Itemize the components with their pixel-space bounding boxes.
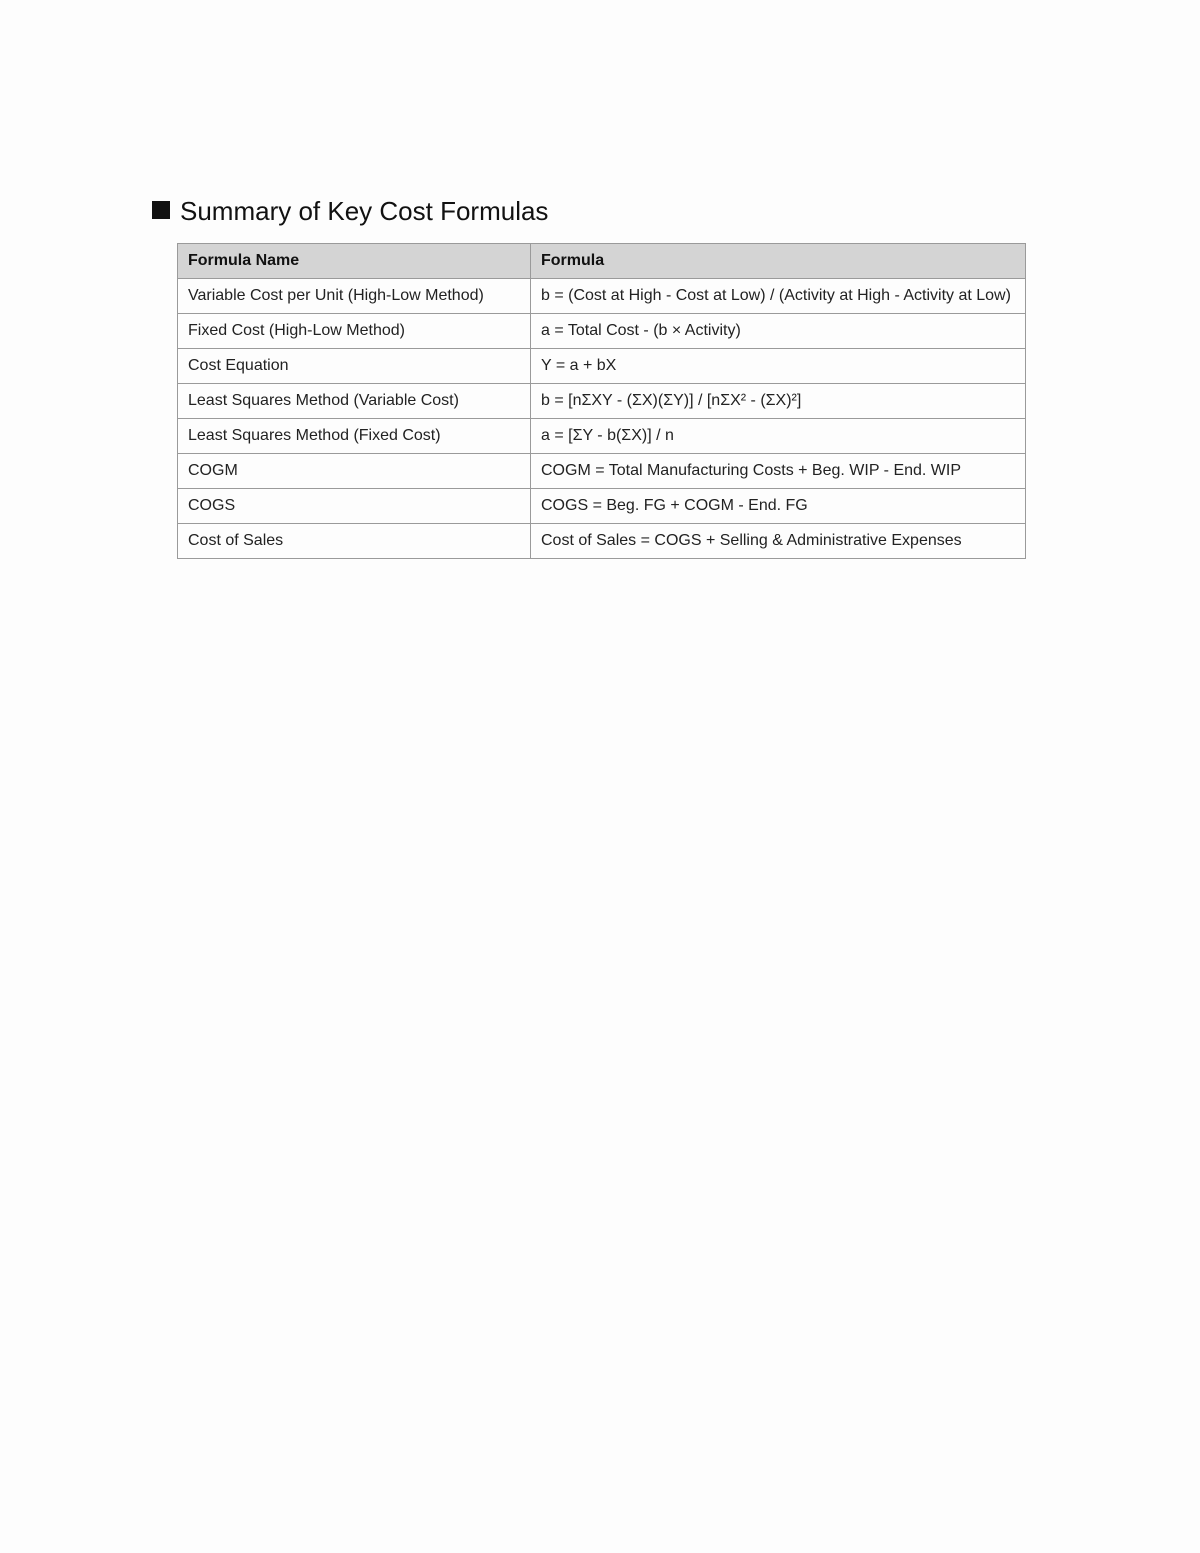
table-row [178,489,1026,524]
table-header-row [178,244,1026,279]
formula-name-cell: COGM [178,454,531,489]
table-row [178,454,1026,489]
table-row [178,384,1026,419]
formula-cell: a = Total Cost - (b × Activity) [531,314,1026,349]
table-row [178,349,1026,384]
column-header-formula: Formula [531,244,1026,279]
formula-name-cell: COGS [178,489,531,524]
page-title [152,194,548,228]
formula-cell: Cost of Sales = COGS + Selling & Administrative Expenses [531,524,1026,559]
table-row [178,279,1026,314]
table-row [178,419,1026,454]
column-header-formula-name: Formula Name [178,244,531,279]
table-row [178,524,1026,559]
page-title-text: Summary of Key Cost Formulas [180,196,549,226]
formula-cell: Y = a + bX [531,349,1026,384]
formula-table [177,243,1026,559]
formula-name-cell: Least Squares Method (Fixed Cost) [178,419,531,454]
formula-cell: b = (Cost at High - Cost at Low) / (Activity at High - Activity at Low) [531,279,1026,314]
formula-name-cell: Variable Cost per Unit (High-Low Method) [178,279,531,314]
formula-cell: a = [ΣY - b(ΣX)] / n [531,419,1026,454]
formula-name-cell: Cost of Sales [178,524,531,559]
formula-cell: b = [nΣXY - (ΣX)(ΣY)] / [nΣX² - (ΣX)²] [531,384,1026,419]
formula-name-cell: Least Squares Method (Variable Cost) [178,384,531,419]
table-row [178,314,1026,349]
black-square-icon [152,201,170,219]
formula-name-cell: Fixed Cost (High-Low Method) [178,314,531,349]
formula-cell: COGS = Beg. FG + COGM - End. FG [531,489,1026,524]
formula-cell: COGM = Total Manufacturing Costs + Beg. WIP - End. WIP [531,454,1026,489]
formula-name-cell: Cost Equation [178,349,531,384]
